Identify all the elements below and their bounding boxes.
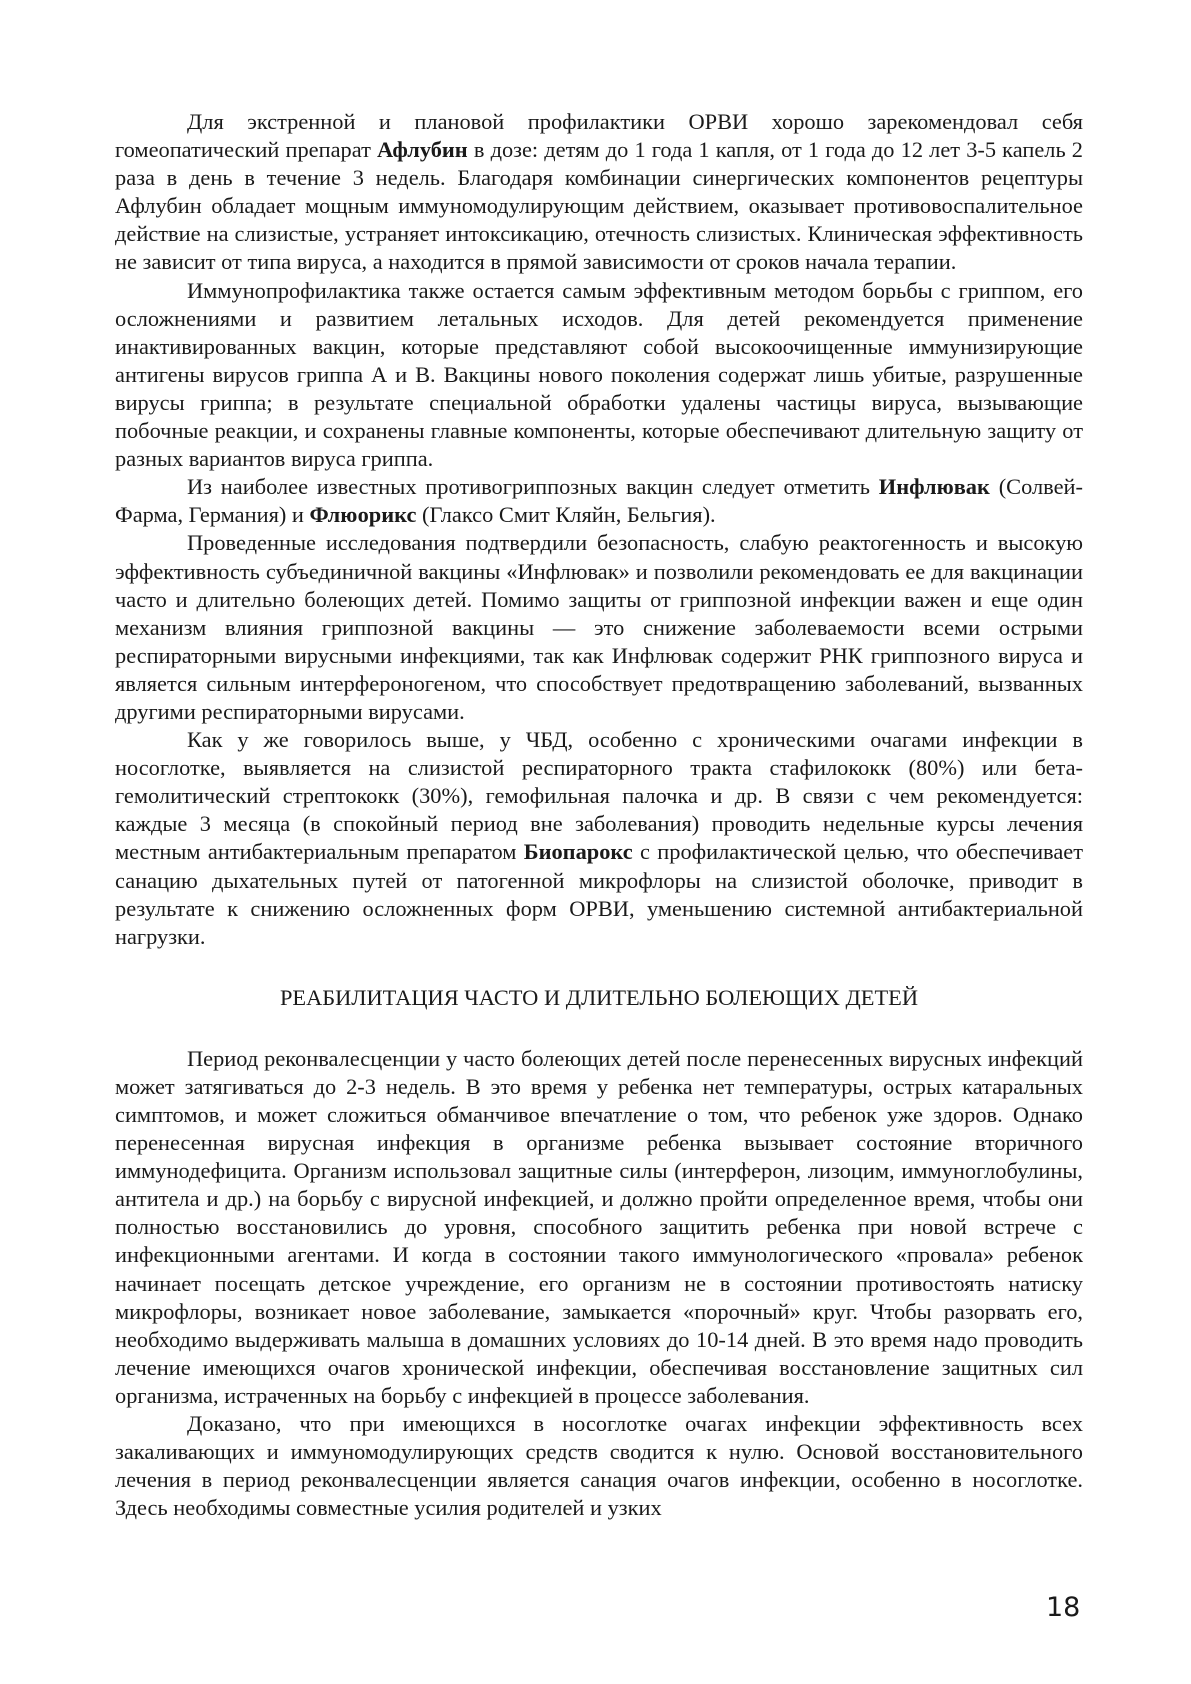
drug-name: Афлубин [377,137,468,163]
paragraph-text: в дозе: детям до 1 года 1 капля, от 1 года до 12 лет 3-5 капель 2 раза в день в течение 3 недель. Благодаря комбинации синергических компонентов рецептуры Афлубин обладает мощным иммуномодулирующим действием, оказывает противовоспалительное действие на слизистые, устраняет интоксикацию, отечность слизистых. Клиническая эффективность не зависит от типа вируса, а находится в прямой зависимости от сроков начала терапии. [115,137,1083,275]
paragraph-text: Как у же говорилось выше, у ЧБД, особенно с хроническими очагами инфекции в носоглотке, выявляется на слизистой респираторного тракта стафилококк (80%) или бета-гемолитический стрептококк (30%), гемофильная палочка и др. В связи с чем рекомендуется: каждые 3 месяца (в спокойный период вне заболевания) проводить недельные курсы лечения местным антибактериальным препаратом [115,727,1083,865]
section-rehabilitation [115,1045,1083,1523]
paragraph-text: Иммунопрофилактика также остается самым эффективным методом борьбы с гриппом, его осложнениями и развитием летальных исходов. Для детей рекомендуется применение инактивированных вакцин, которые представляют собой высокоочищенные иммунизирующие антигены вирусов гриппа А и В. Вакцины нового поколения содержат лишь убитые, разрушенные вирусы гриппа; в результате специальной обработки удалены частицы вируса, вызывающие побочные реакции, и сохранены главные компоненты, которые обеспечивают длительную защиту от разных вариантов вируса гриппа. [115,277,1083,472]
paragraph [115,529,1083,726]
paragraph [115,1045,1083,1410]
drug-name: Инфлювак [878,474,990,500]
paragraph [115,1410,1083,1522]
paragraph-text: с профилактической целью, что обеспечивает санацию дыхательных путей от патогенной микрофлоры на слизистой оболочке, приводит в результате к снижению осложненных форм ОРВИ, уменьшению системной антибактериальной нагрузки. [115,839,1083,949]
paragraph-text: Для экстренной и плановой профилактики ОРВИ хорошо зарекомендовал себя гомеопатический препарат [115,109,1083,163]
paragraph-text: Период реконвалесценции у часто болеющих детей после перенесенных вирусных инфекций может затягиваться до 2-3 недель. В это время у ребенка нет температуры, острых катаральных симптомов, и может сложиться обманчивое впечатление о том, что ребенок уже здоров. Однако перенесенная вирусная инфекция в организме ребенка вызывает состояние вторичного иммунодефицита. Организм использовал защитные силы (интерферон, лизоцим, иммуноглобулины, антитела и др.) на борьбу с вирусной инфекцией, и должно пройти определенное время, чтобы они полностью восстановились до уровня, способного защитить ребенка при новой встрече с инфекционными агентами. И когда в состоянии такого иммунологического «провала» ребенок начинает посещать детское учреждение, его организм не в состоянии противостоять натиску микрофлоры, возникает новое заболевание, замыкается «порочный» круг. Чтобы разорвать его, необходимо выдерживать малыша в домашних условиях до 10-14 дней. В это время надо проводить лечение имеющихся очагов хронической инфекции, обеспечивая восстановление защитных сил организма, истраченных на борьбу с инфекцией в процессе заболевания. [115,1045,1083,1408]
paragraph [115,473,1083,529]
section-heading: РЕАБИЛИТАЦИЯ ЧАСТО И ДЛИТЕЛЬНО БОЛЕЮЩИХ ДЕТЕЙ [279,984,919,1010]
drug-name: Биопарокс [523,839,633,865]
paragraph-text: (Солвей-Фарма, Германия) и [115,474,1083,528]
paragraph-text: Доказано, что при имеющихся в носоглотке очагах инфекции эффективность всех закаливающих и иммуномодулирующих средств сводится к нулю. Основой восстановительного лечения в период реконвалесценции является санация очагов инфекции, особенно в носоглотке. Здесь необходимы совместные усилия родителей и узких [115,1411,1083,1521]
page-number: 18 [1046,1592,1081,1623]
paragraph [115,277,1083,474]
paragraph-text: Проведенные исследования подтвердили безопасность, слабую реактогенность и высокую эффективность субъединичной вакцины «Инфлювак» и позволили рекомендовать ее для вакцинации часто и длительно болеющих детей. Помимо защиты от гриппозной инфекции важен и еще один механизм влияния гриппозной вакцины — это снижение заболеваемости всеми острыми респираторными вирусными инфекциями, так как Инфлювак содержит РНК гриппозного вируса и является сильным интерфероногеном, что способствует предотвращению заболеваний, вызванных другими респираторными вирусами. [115,530,1083,724]
section-prevention [115,108,1083,951]
drug-name: Флюорикс [309,502,417,528]
paragraph [115,108,1083,277]
paragraph-text: (Глаксо Смит Кляйн, Бельгия). [416,502,716,528]
paragraph [115,726,1083,951]
document-page [115,108,1083,1522]
paragraph-text: Из наиболее известных противогриппозных вакцин следует отметить [187,474,879,500]
